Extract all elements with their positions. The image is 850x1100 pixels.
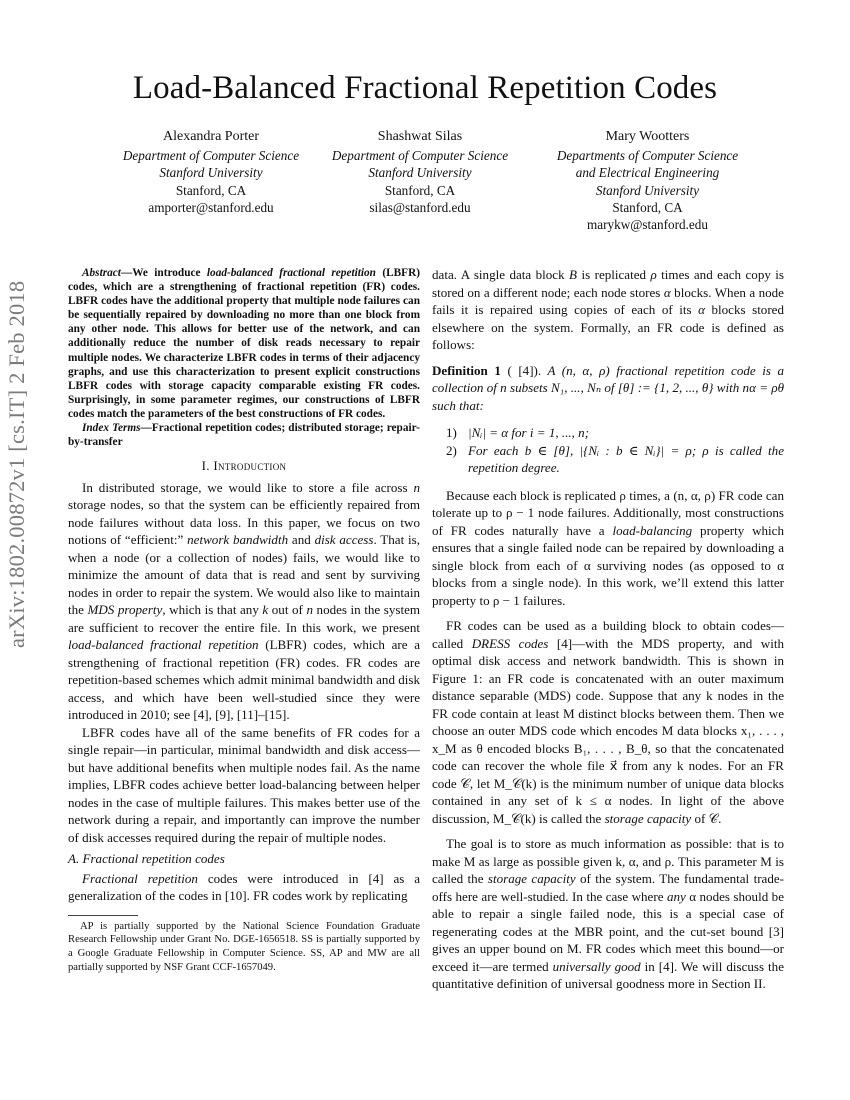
dress-codes-paragraph: FR codes can be used as a building block to obtain codes—called DRESS codes [4]—with the MDS property, and with optimal disk access and network bandwidth. This is shown in Figure 1: an FR code is concatenated with an outer maximum distance separable (MDS) code. Suppose that any k nodes in the FR code contain at least M distinct blocks between them. Then we choose an outer MDS code which encodes M data blocks x₁, . . . , x_M as θ encoded blocks B₁, . . . , B_θ, so that the concatenated code can recover the whole file x⃗ from any k nodes. For an FR code 𝒞, let M_𝒞(k) is the minimum number of unique data blocks contained in any set of k ≤ α nodes. In light of the above discussion, M_𝒞(k) is called the storage capacity of 𝒞. xyxy=(432,618,784,826)
author-email: silas@stanford.edu xyxy=(369,199,471,215)
subsection-heading-fractional-repetition: A. Fractional repetition codes xyxy=(68,851,225,867)
index-terms-label: Index Terms xyxy=(82,422,141,435)
definition-1: Definition 1 ( [4]). A (n, α, ρ) fractional repetition code is a collection of n subsets N₁, ..., Nₙ of [θ] := {1, 2, ..., θ} with nα = ρθ such that: xyxy=(432,362,784,413)
author-affiliation: Department of Computer Science xyxy=(122,148,300,163)
author-email: amporter@stanford.edu xyxy=(148,199,274,215)
author-email: marykw@stanford.edu xyxy=(587,217,708,233)
author-block-silas xyxy=(320,128,520,216)
abstract: Abstract—We introduce load-balanced fractional repetition (LBFR) codes, which are a strengthening of fractional repetition (FR) codes. LBFR codes have the additional property that multiple node failures can be sequentially repaired by downloading no more than one block from any other node. This allows for better use of the network, and can additionally reduce the number of disk reads necessary to repair multiple nodes. We characterize LBFR codes in terms of their adjacency graphs, and use this characterization to present explicit constructions LBFR codes with storage capacity comparable existing FR codes. Surprisingly, in some parameter regimes, our constructions of LBFR codes match the parameters of the best constructions of FR codes. xyxy=(68,267,421,420)
abstract-label: Abstract xyxy=(82,267,121,279)
author-block-wootters xyxy=(545,128,750,233)
continued-paragraph: data. A single data block B is replicated ρ times and each copy is stored on a different node; each node stores α blocks. When a node fails it is repaired using copies of each of its α blocks stored elsewhere on the system. Formally, an FR code is defined as follows: xyxy=(432,267,784,352)
author-name: Alexandra Porter xyxy=(162,129,260,144)
author-city: Stanford, CA xyxy=(384,182,456,198)
author-city: Stanford, CA xyxy=(175,182,247,198)
section-heading-introduction: I. Introduction xyxy=(201,458,287,474)
index-terms: Index Terms—Fractional repetition codes; distributed storage; repair-by-transfer xyxy=(68,422,420,449)
author-name: Shashwat Silas xyxy=(377,129,463,144)
author-block-porter xyxy=(96,128,326,216)
definition-condition-1: 1) |Nᵢ| = α for i = 1, ..., n; xyxy=(446,425,590,440)
frac-rep-paragraph: Fractional repetition codes were introduced in [4] as a generalization of the codes in [10]. FR codes work by replicating xyxy=(68,870,420,904)
definition-condition-2: 2) For each b ∈ [θ], |{Nᵢ : b ∈ Nᵢ}| = ρ; ρ is called the repetition degree. xyxy=(446,442,784,475)
author-affiliation: Stanford University xyxy=(368,165,472,181)
failure-tolerance-paragraph: Because each block is replicated ρ times, a (n, α, ρ) FR code can tolerate up to ρ − 1 node failures. Additionally, most constructions of FR codes naturally have a load-balancing property which ensures that a single failed node can be repaired by downloading a single block from each of α surviving nodes (as opposed to α blocks from a single node). In this work, we’ll extend this latter property to ρ − 1 failures. xyxy=(432,487,784,608)
footnote-divider xyxy=(68,915,138,916)
right-column xyxy=(432,266,784,993)
definition-conditions xyxy=(432,424,784,477)
left-column xyxy=(68,266,420,974)
intro-paragraph-2: LBFR codes have all of the same benefits of FR codes for a single repair—in particular, minimal bandwidth and disk access—but have additional benefits when multiple nodes fail. As the name implies, LBFR codes achieve better load-balancing between helper nodes in the case of multiple failures. This makes better use of the network during a repair, and importantly can improve the number of disk accesses required during the repair of multiple nodes. xyxy=(68,724,420,845)
author-affiliation: Departments of Computer Science xyxy=(556,148,739,163)
author-affiliation: Stanford University xyxy=(595,182,700,198)
paper-title: Load-Balanced Fractional Repetition Codes xyxy=(132,70,718,106)
author-affiliation: and Electrical Engineering xyxy=(575,165,720,181)
arxiv-identifier-stamp: arXiv:1802.00872v1 [cs.IT] 2 Feb 2018 xyxy=(4,280,29,648)
author-name: Mary Wootters xyxy=(605,129,690,144)
storage-goal-paragraph: The goal is to store as much information as possible: that is to make M as large as possible given k, α, and ρ. This parameter M is called the storage capacity of the system. The fundamental trade-offs here are well-studied. In the case where any α nodes should be able to repair a single failed node, this is a special case of regenerating codes at the MBR point, and the cut-set bound [3] gives an upper bound on M. FR codes which meet this bound—or exceed it—are termed universally good in [4]. We will discuss the quantitative definition of universal goodness more in Section II. xyxy=(432,836,784,991)
author-affiliation: Department of Computer Science xyxy=(331,148,509,163)
intro-paragraph-1: In distributed storage, we would like to store a file across n storage nodes, so that the system can be efficiently repaired from node failures without data loss. In this paper, we focus on two notions of “efficient:” network bandwidth and disk access. That is, when a node (or a collection of nodes) fails, we would like to minimize the amount of data that is read and sent by surviving nodes in order to repair the system. We would also like to maintain the MDS property, which is that any k out of n nodes in the system are sufficient to recover the entire file. In this work, we present load-balanced fractional repetition (LBFR) codes, which are a strengthening of fractional repetition (FR) codes. FR codes are repetition-based schemes which admit minimal bandwidth and disk access, and which have been well-studied since they were introduced in 2010; see [4], [9], [11]–[15]. xyxy=(68,479,421,723)
author-affiliation: Stanford University xyxy=(159,165,263,181)
funding-footnote: AP is partially supported by the National Science Foundation Graduate Research Fellowship under Grant No. DGE-1656518. SS is partially supported by a Google Graduate Fellowship in Computer Science. SS, AP and MW are all partially supported by NSF Grant CCF-1657049. xyxy=(68,920,420,973)
author-city: Stanford, CA xyxy=(612,199,683,215)
